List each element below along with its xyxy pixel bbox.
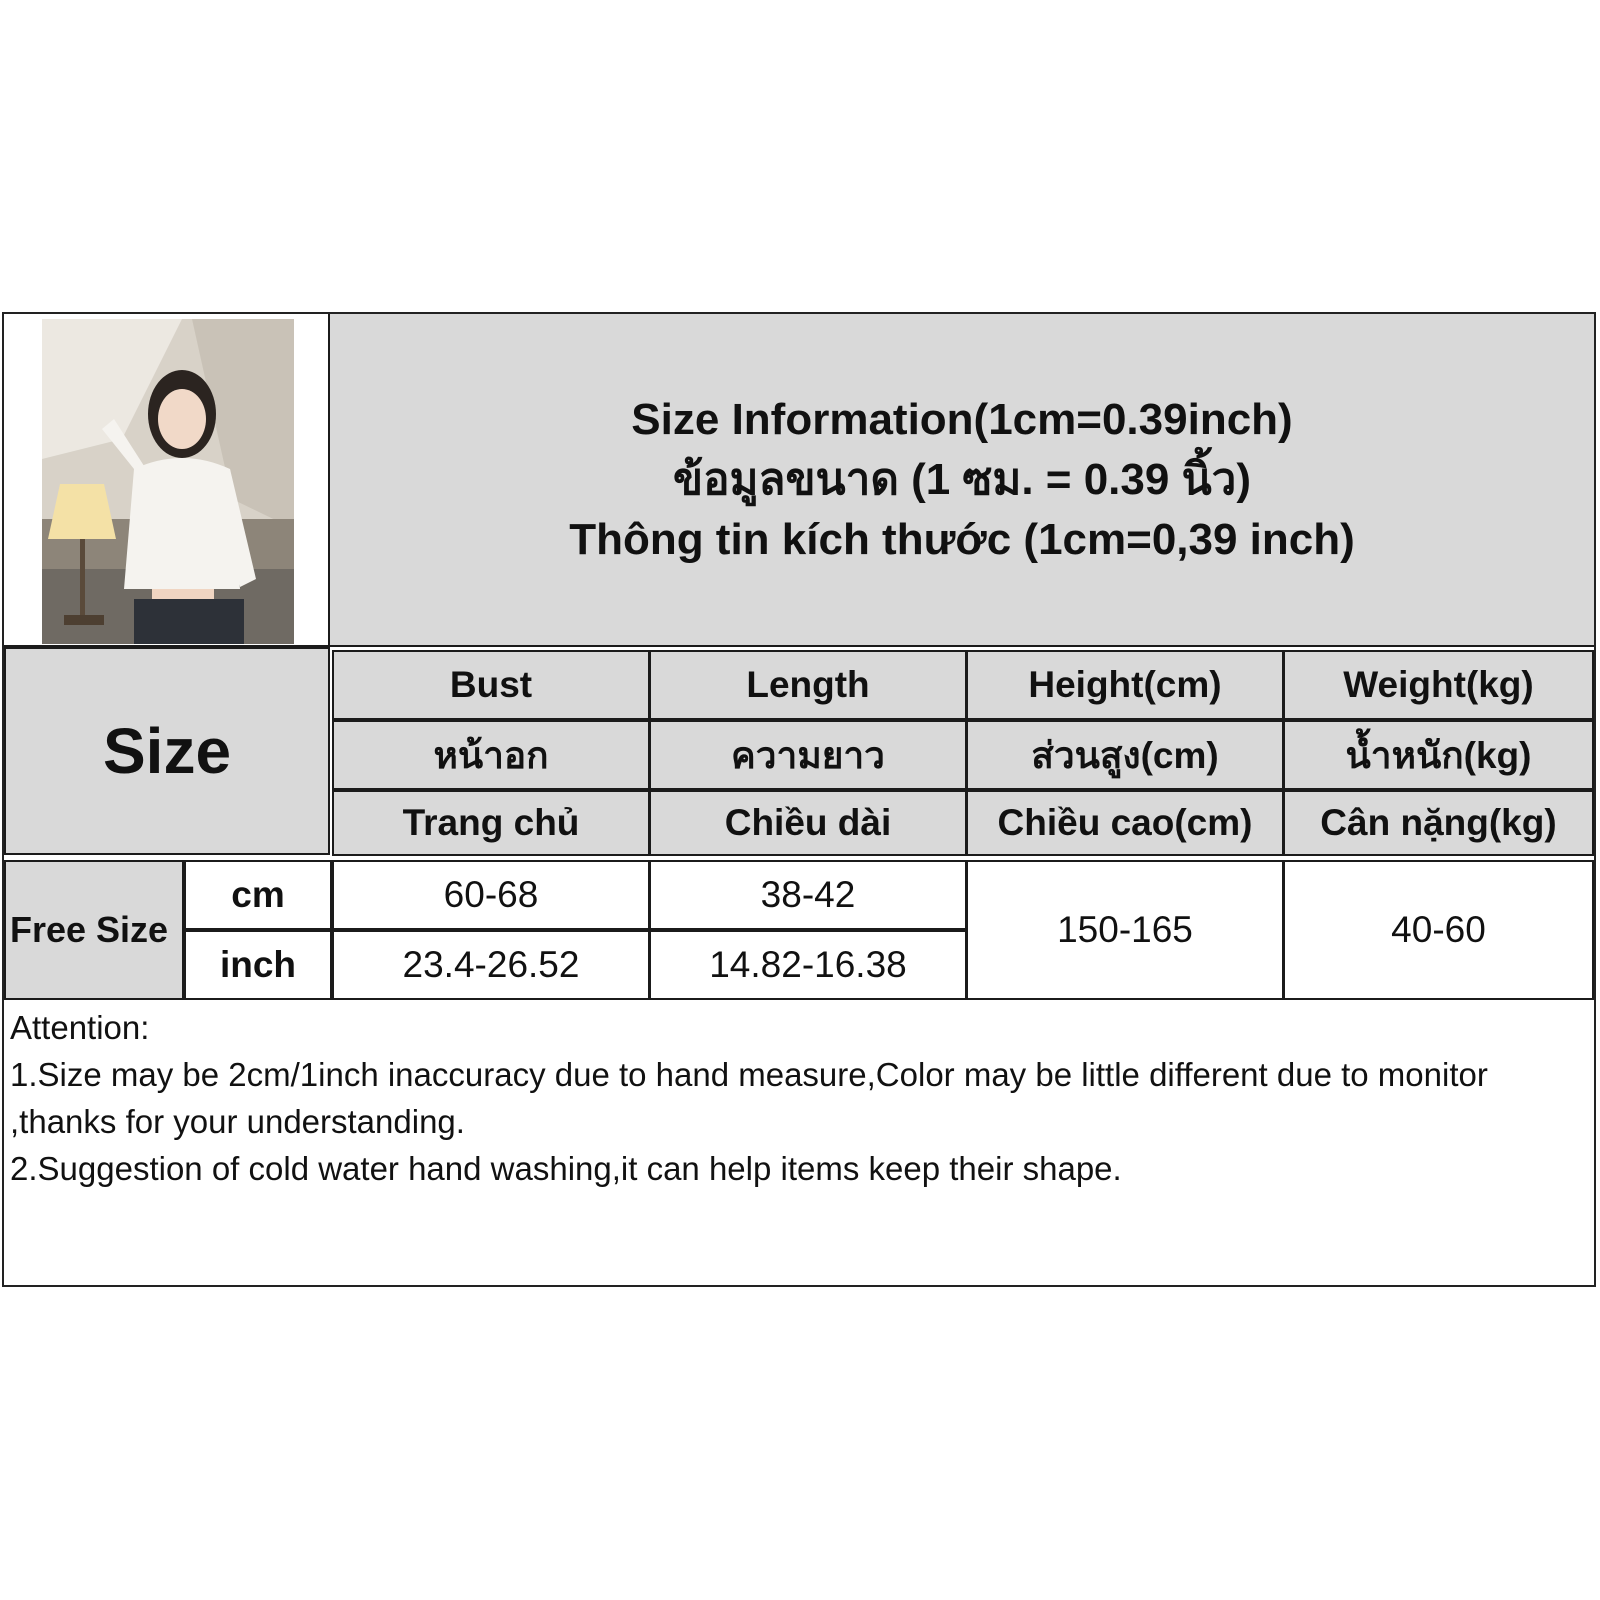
size-chart (2, 312, 1596, 1287)
size-header-cell (4, 647, 330, 855)
note-item-2: 2.Suggestion of cold water hand washing,it can help items keep their shape. (10, 1150, 1122, 1187)
title-english: Size Information(1cm=0.39inch) (631, 394, 1293, 444)
size-label: Size (102, 715, 232, 787)
header-weight-vi: Cân nặng(kg) (1283, 790, 1594, 856)
header-length-en: Length (649, 650, 967, 720)
header-weight-th: น้ำหนัก(kg) (1283, 720, 1594, 790)
height-value: 150-165 (966, 860, 1284, 1000)
notes-heading: Attention: (10, 1009, 150, 1046)
note-item-1: 1.Size may be 2cm/1inch inaccuracy due to hand measure,Color may be little different due to monitor ,thanks for your understanding. (10, 1056, 1488, 1140)
header-weight-en: Weight(kg) (1283, 650, 1594, 720)
product-photo (42, 319, 294, 644)
header-height-vi: Chiều cao(cm) (966, 790, 1284, 856)
title-cell (330, 314, 1594, 647)
title-thai: ข้อมูลขนาด (1 ซม. = 0.39 นิ้ว) (672, 454, 1251, 504)
weight-value: 40-60 (1283, 860, 1594, 1000)
bust-inch-value: 23.4-26.52 (332, 930, 650, 1000)
length-inch-value: 14.82-16.38 (649, 930, 967, 1000)
unit-cm: cm (184, 860, 332, 930)
photo-cell (4, 314, 330, 647)
row-label-free-size: Free Size (4, 860, 184, 1000)
header-bust-th: หน้าอก (332, 720, 650, 790)
unit-inch: inch (184, 930, 332, 1000)
header-length-th: ความยาว (649, 720, 967, 790)
header-length-vi: Chiều dài (649, 790, 967, 856)
attention-notes (10, 1004, 1590, 1192)
title-vietnamese: Thông tin kích thước (1cm=0,39 inch) (569, 514, 1355, 564)
header-bust-en: Bust (332, 650, 650, 720)
length-cm-value: 38-42 (649, 860, 967, 930)
header-height-th: ส่วนสูง(cm) (966, 720, 1284, 790)
header-bust-vi: Trang chủ (332, 790, 650, 856)
header-height-en: Height(cm) (966, 650, 1284, 720)
bust-cm-value: 60-68 (332, 860, 650, 930)
